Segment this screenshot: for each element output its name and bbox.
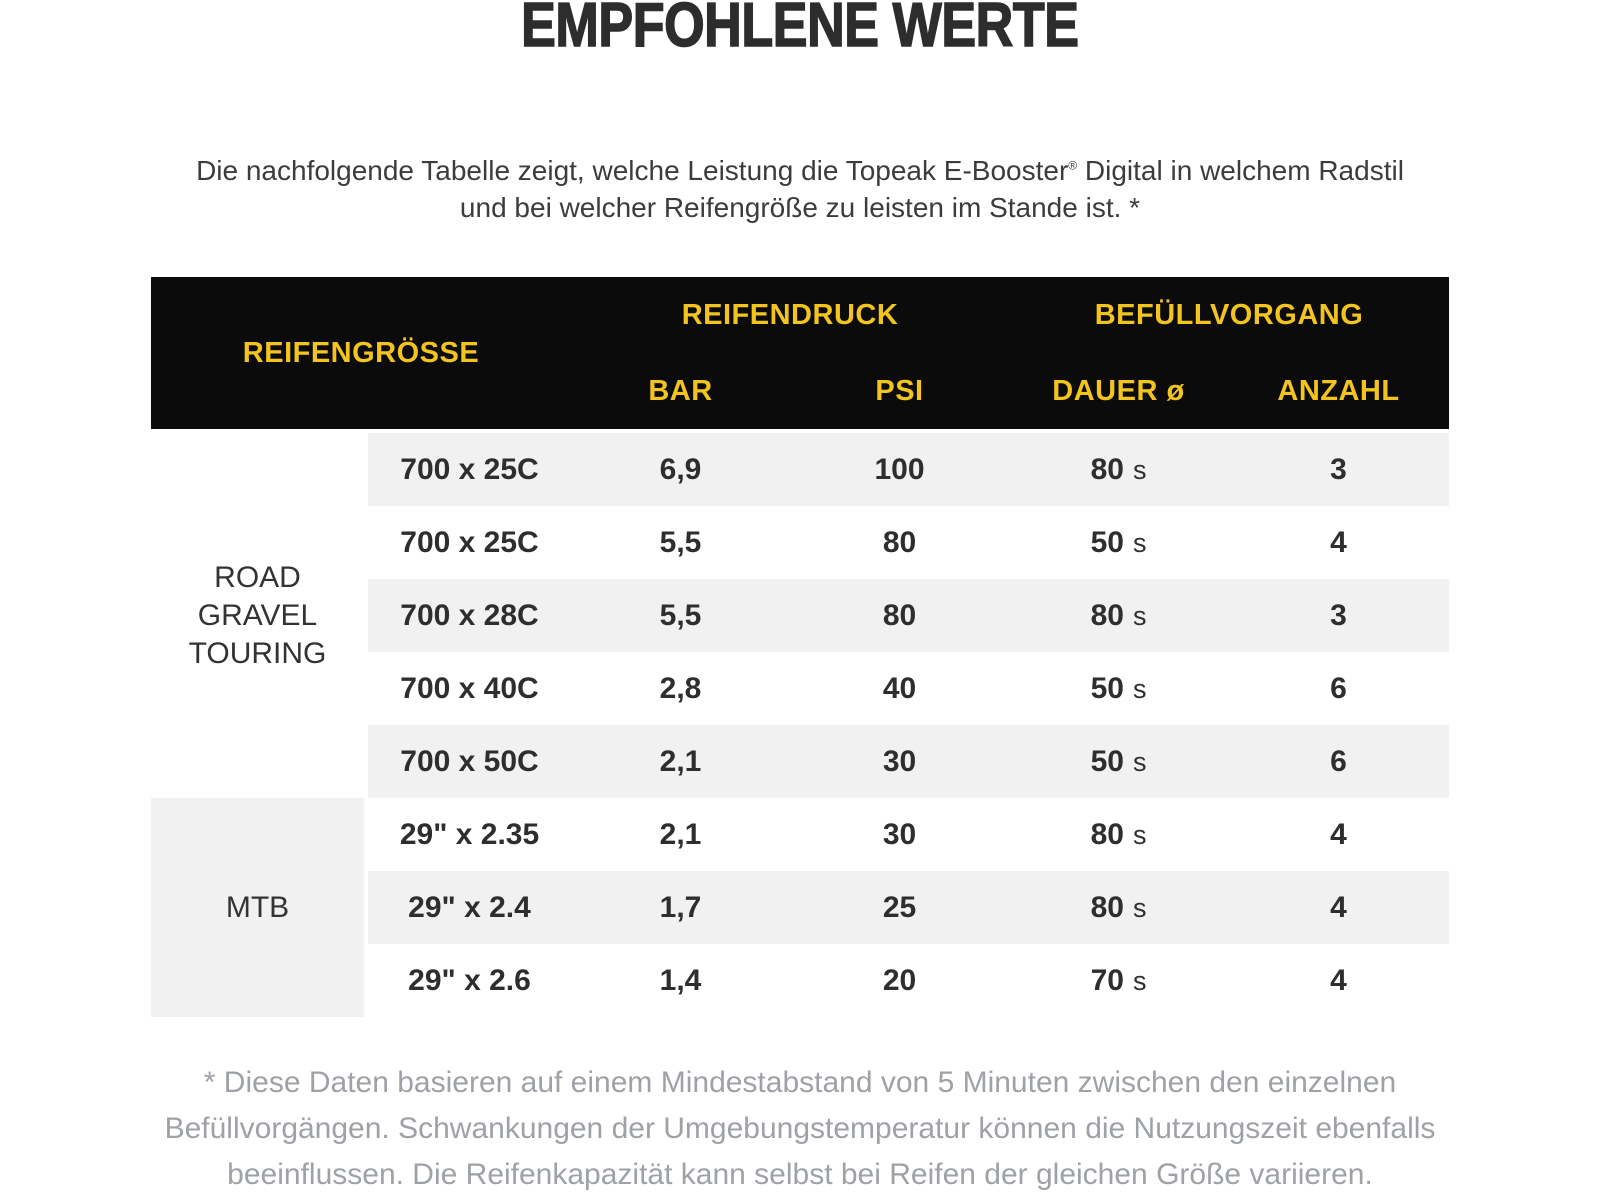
group-label-line: ROAD xyxy=(214,560,301,594)
duration-unit: s xyxy=(1132,819,1147,850)
registered-trademark-symbol: ® xyxy=(1068,158,1078,173)
cell-count: 4 xyxy=(1228,798,1449,871)
cell-duration xyxy=(1009,506,1228,579)
cell-tire-size: 700 x 50C xyxy=(366,725,571,798)
duration-unit: s xyxy=(1132,892,1147,923)
cell-count: 3 xyxy=(1228,431,1449,506)
duration-value: 70 xyxy=(1090,963,1124,997)
col-header-count: ANZAHL xyxy=(1228,353,1449,431)
table-body xyxy=(151,431,1449,1017)
intro-line-1-post: Digital in welchem Radstil xyxy=(1077,155,1404,186)
cell-duration xyxy=(1009,944,1228,1017)
cell-psi: 30 xyxy=(790,725,1009,798)
group-label-line: MTB xyxy=(225,890,290,924)
cell-tire-size: 700 x 40C xyxy=(366,652,571,725)
cell-count: 4 xyxy=(1228,871,1449,944)
footnote-line-3: beeinflussen. Die Reifenkapazität kann selbst bei Reifen der gleichen Größe variieren. xyxy=(227,1158,1373,1191)
intro-line-2: und bei welcher Reifengröße zu leisten im Stande ist. * xyxy=(459,192,1141,223)
cell-bar: 5,5 xyxy=(571,579,790,652)
cell-bar: 1,7 xyxy=(571,871,790,944)
page-title-text: EMPFOHLENE WERTE xyxy=(521,0,1079,60)
intro-text xyxy=(0,152,1600,226)
col-header-fill-group: BEFÜLLVORGANG xyxy=(1009,277,1449,353)
cell-bar: 2,8 xyxy=(571,652,790,725)
duration-value: 80 xyxy=(1090,890,1124,924)
duration-unit: s xyxy=(1132,527,1147,558)
cell-duration xyxy=(1009,652,1228,725)
cell-psi: 25 xyxy=(790,871,1009,944)
cell-tire-size: 700 x 25C xyxy=(366,431,571,506)
duration-value: 50 xyxy=(1090,671,1124,705)
recommended-values-table xyxy=(151,277,1449,1017)
footnote-line-2: Befüllvorgängen. Schwankungen der Umgebungstemperatur können die Nutzungszeit ebenfalls xyxy=(164,1112,1436,1145)
duration-value: 80 xyxy=(1090,452,1124,486)
group-label-line: TOURING xyxy=(188,636,327,670)
duration-unit: s xyxy=(1132,454,1147,485)
table-row xyxy=(151,431,1449,506)
col-header-bar: BAR xyxy=(571,353,790,431)
cell-bar: 2,1 xyxy=(571,725,790,798)
cell-psi: 30 xyxy=(790,798,1009,871)
cell-count: 6 xyxy=(1228,725,1449,798)
duration-value: 50 xyxy=(1090,744,1124,778)
duration-value: 80 xyxy=(1090,598,1124,632)
cell-psi: 80 xyxy=(790,579,1009,652)
cell-psi: 80 xyxy=(790,506,1009,579)
duration-value: 50 xyxy=(1090,525,1124,559)
cell-bar: 1,4 xyxy=(571,944,790,1017)
cell-tire-size: 700 x 28C xyxy=(366,579,571,652)
cell-duration xyxy=(1009,871,1228,944)
col-header-psi: PSI xyxy=(790,353,1009,431)
cell-tire-size: 29" x 2.6 xyxy=(366,944,571,1017)
cell-count: 4 xyxy=(1228,506,1449,579)
footnote xyxy=(0,1060,1600,1198)
cell-duration xyxy=(1009,725,1228,798)
footnote-line-1: * Diese Daten basieren auf einem Mindestabstand von 5 Minuten zwischen den einzelnen xyxy=(203,1066,1397,1099)
col-header-tire-size: REIFENGRÖSSE xyxy=(151,277,571,431)
cell-bar: 5,5 xyxy=(571,506,790,579)
cell-psi: 40 xyxy=(790,652,1009,725)
cell-bar: 2,1 xyxy=(571,798,790,871)
cell-count: 4 xyxy=(1228,944,1449,1017)
intro-line-1 xyxy=(0,152,1600,189)
duration-unit: s xyxy=(1132,965,1147,996)
cell-tire-size: 29" x 2.35 xyxy=(366,798,571,871)
group-label-mtb xyxy=(151,798,366,1017)
table-row xyxy=(151,798,1449,871)
table-header-row-groups xyxy=(151,277,1449,353)
duration-value: 80 xyxy=(1090,817,1124,851)
cell-count: 6 xyxy=(1228,652,1449,725)
group-label-line: GRAVEL xyxy=(197,598,318,632)
cell-tire-size: 700 x 25C xyxy=(366,506,571,579)
col-header-duration: DAUER ø xyxy=(1009,353,1228,431)
cell-tire-size: 29" x 2.4 xyxy=(366,871,571,944)
col-header-pressure-group: REIFENDRUCK xyxy=(571,277,1009,353)
cell-psi: 20 xyxy=(790,944,1009,1017)
duration-unit: s xyxy=(1132,746,1147,777)
cell-duration xyxy=(1009,579,1228,652)
page-title xyxy=(0,0,1600,60)
duration-unit: s xyxy=(1132,673,1147,704)
cell-psi: 100 xyxy=(790,431,1009,506)
cell-bar: 6,9 xyxy=(571,431,790,506)
group-label-road-gravel-touring xyxy=(151,431,366,798)
duration-unit: s xyxy=(1132,600,1147,631)
cell-duration xyxy=(1009,798,1228,871)
cell-count: 3 xyxy=(1228,579,1449,652)
table-header xyxy=(151,277,1449,431)
cell-duration xyxy=(1009,431,1228,506)
intro-line-1-pre: Die nachfolgende Tabelle zeigt, welche Leistung die Topeak E-Booster xyxy=(196,155,1069,186)
